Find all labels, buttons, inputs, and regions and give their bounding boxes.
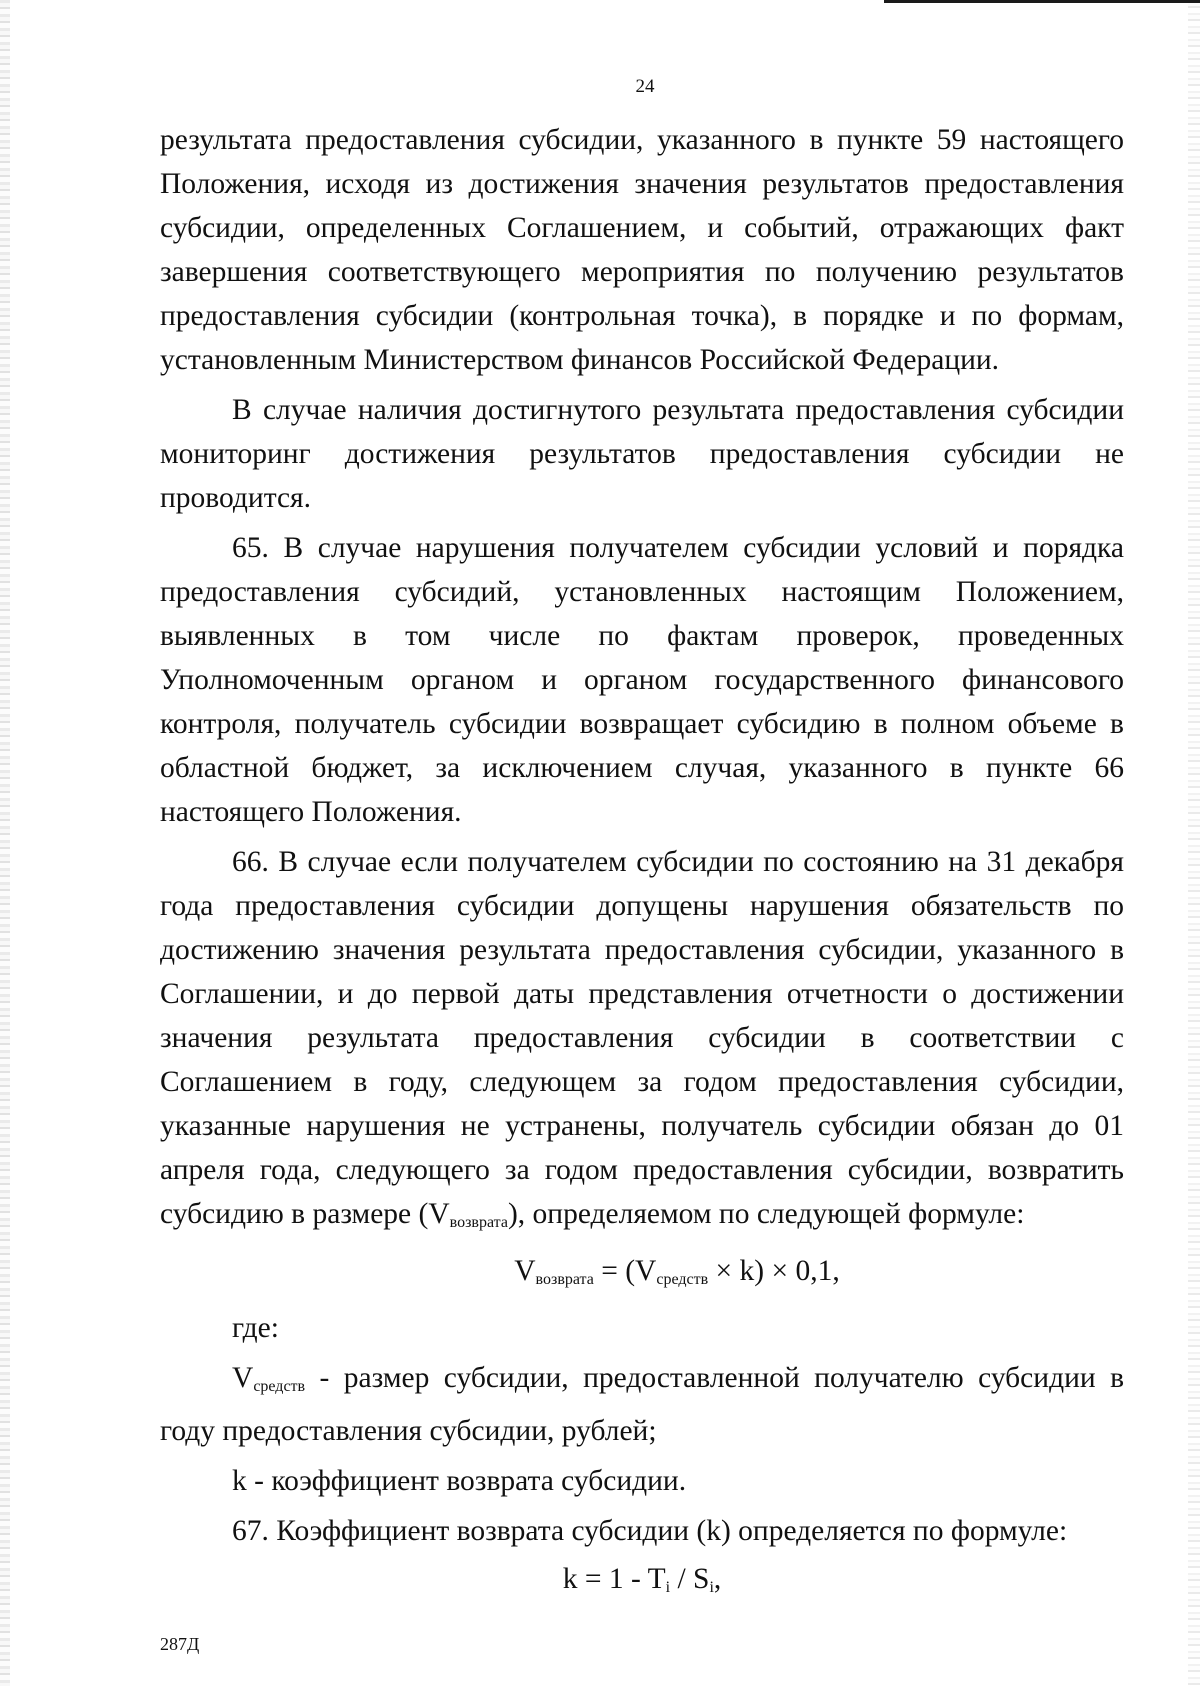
formula-sub-vozvrata: возврата [535, 1271, 594, 1288]
formula-vozvrata: $V_{возврата} = (V_{средств} \times k) \times 0,1$, [514, 1255, 840, 1288]
paragraph-66 [160, 840, 1124, 1245]
scan-edge-left [0, 0, 10, 1686]
top-rule-line [884, 0, 1200, 3]
definition-v-sredstv: $V_{средств}$ - размер субсидии, предоставленной получателю субсидии в году предоставления субсидии, рублей; [160, 1362, 1124, 1447]
paragraph-67: 67. Коэффициент возврата субсидии (k) определяется по формуле: [232, 1515, 1068, 1547]
definition-k: k - коэффициент возврата субсидии. [232, 1465, 687, 1497]
paragraph-66-tail: определяемом по следующей формуле: [532, 1198, 1025, 1230]
document-body [160, 118, 1124, 1614]
page-number: 24 [635, 76, 655, 97]
where-label: где: [232, 1312, 279, 1344]
formula-sub-s-i: i [709, 1579, 714, 1596]
definition-sub-sredstv: средств [253, 1378, 306, 1395]
paragraph-66-close: ), [507, 1198, 526, 1230]
paragraph-monitoring: В случае наличия достигнутого результата предоставления субсидии мониторинг достижения результатов предоставления субсидии не проводится. [160, 394, 1124, 514]
subscript-vozvrata: возврата [449, 1214, 508, 1231]
scan-edge-right [1188, 0, 1200, 1686]
paragraph-continuation: результата предоставления субсидии, указанного в пункте 59 настоящего Положения, исходя из достижения значения результатов предоставления субсидии, определенных Соглашением, и событий, отражающих факт завершения соответствующего мероприятия по получению результатов предоставления субсидии (контрольная точка), в порядке и по формам, установленным Министерством финансов Российской Федерации. [160, 124, 1124, 376]
paragraph-65: 65. В случае нарушения получателем субсидии условий и порядка предоставления субсидий, установленных настоящим Положением, выявленных в том числе по фактам проверок, проведенных Уполномоченным органом и органом государственного финансового контроля, получатель субсидии возвращает субсидию в полном объеме в областной бюджет, за исключением случая, указанного в пункте 66 настоящего Положения. [160, 532, 1124, 828]
document-code: 287Д [160, 1634, 200, 1654]
formula-sub-sredstv: средств [656, 1271, 709, 1288]
paragraph-66-text: 66. В случае если получателем субсидии по состоянию на 31 декабря года предоставления субсидии допущены нарушения обязательств по достижению значения результата предоставления субсидии, указанного в Соглашении, и до первой даты представления отчетности о достижении значения результата предоставления субсидии в соответствии с Соглашением в году, следующем за годом предоставления субсидии, указанные нарушения не устранены, получатель субсидии обязан до 01 апреля года, следующего за годом предоставления субсидии, возвратить субсидию в размере (V [160, 846, 1124, 1230]
formula-k: $k = 1 - T_i / S_i$, [562, 1563, 722, 1596]
formula-sub-t-i: i [665, 1579, 671, 1596]
